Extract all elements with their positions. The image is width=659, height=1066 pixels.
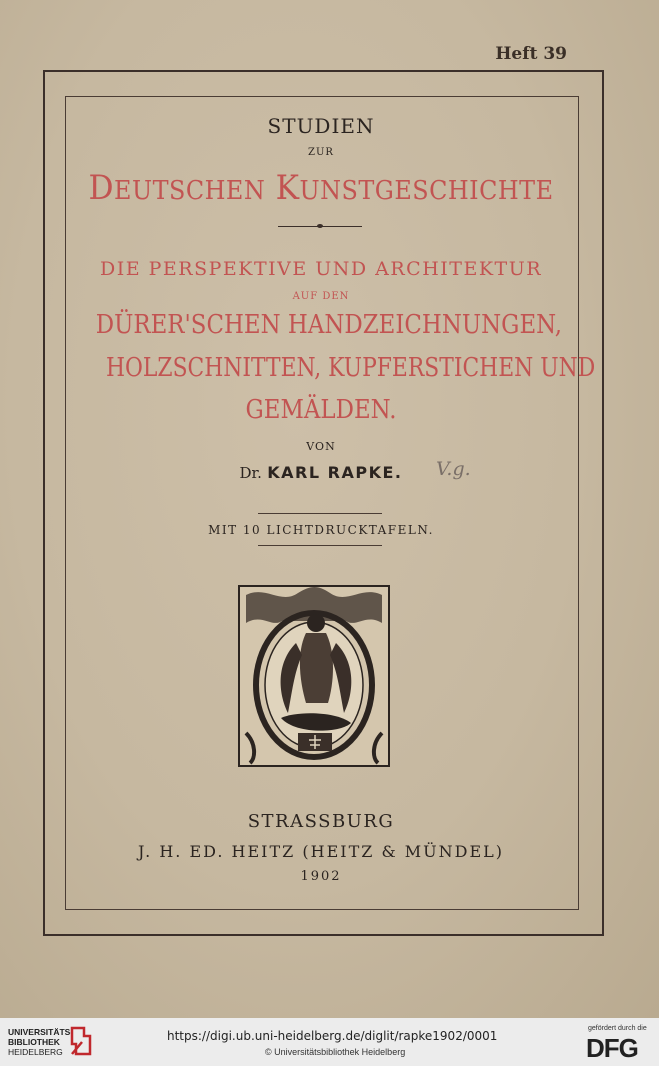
funding-note: gefördert durch die bbox=[588, 1025, 647, 1032]
library-line2: BIBLIOTHEK bbox=[8, 1037, 60, 1047]
series-line1: STUDIEN bbox=[267, 114, 375, 138]
title-line5: GEMÄLDEN. bbox=[245, 395, 397, 425]
author bbox=[65, 463, 577, 483]
title-line4: HOLZSCHNITTEN, KUPFERSTICHEN UND bbox=[105, 353, 596, 383]
rule-upper bbox=[258, 513, 382, 514]
library-line1: UNIVERSITÄTS- bbox=[8, 1027, 74, 1037]
ornament-dot bbox=[317, 224, 323, 228]
title-line2: AUF DEN bbox=[292, 291, 350, 302]
series-title bbox=[85, 168, 556, 208]
library-logo-icon[interactable] bbox=[68, 1024, 94, 1058]
title-line3: DÜRER'SCHEN HANDZEICHNUNGEN, bbox=[95, 310, 562, 340]
author-name: KARL RAPKE. bbox=[267, 463, 403, 482]
series-word1: EUTSCHEN bbox=[114, 176, 266, 206]
rule-lower bbox=[258, 545, 382, 546]
author-prefix: Dr. bbox=[239, 464, 262, 482]
plates-note: MIT 10 LICHTDRUCKTAFELN. bbox=[208, 523, 434, 537]
dfg-logo[interactable]: DFG bbox=[586, 1033, 638, 1063]
title-line1: DIE PERSPEKTIVE UND ARCHITEKTUR bbox=[99, 258, 543, 280]
printer-device-icon bbox=[236, 583, 392, 769]
series-initial-d: D bbox=[88, 168, 115, 208]
handwritten-note: V.g. bbox=[436, 458, 471, 480]
series-word2: UNSTGESCHICHTE bbox=[299, 176, 554, 206]
series-initial-k: K bbox=[275, 168, 300, 208]
library-line3: HEIDELBERG bbox=[8, 1047, 63, 1057]
publisher: J. H. ED. HEITZ (HEITZ & MÜNDEL) bbox=[137, 842, 505, 861]
issue-label: Heft 39 bbox=[495, 44, 567, 64]
series-line2: ZUR bbox=[308, 147, 334, 158]
year: 1902 bbox=[300, 869, 342, 884]
city: STRASSBURG bbox=[247, 811, 395, 832]
copyright: © Universitätsbibliothek Heidelberg bbox=[265, 1047, 406, 1057]
inner-border bbox=[65, 96, 596, 910]
library-name[interactable] bbox=[8, 1027, 73, 1057]
permalink[interactable]: https://digi.ub.uni-heidelberg.de/diglit/rapke1902/0001 bbox=[167, 1029, 498, 1043]
by-line: VON bbox=[306, 440, 336, 453]
